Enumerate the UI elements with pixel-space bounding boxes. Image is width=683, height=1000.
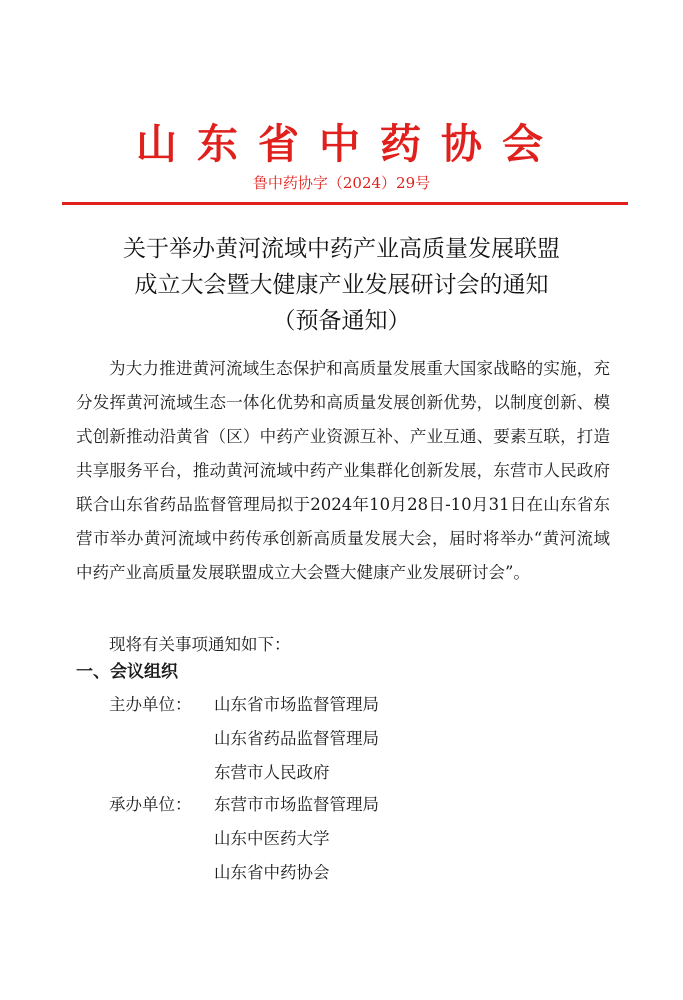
notice-intro: 现将有关事项通知如下：	[109, 635, 291, 654]
coorganizer-row	[109, 822, 379, 856]
title-line-2: 成立大会暨大健康产业发展研讨会的通知	[134, 272, 549, 298]
section-heading-meeting-organization: 一、会议组织	[76, 662, 178, 682]
coorganizer-row	[109, 856, 379, 890]
organizer-row	[109, 688, 379, 722]
coorganizer-item: 山东省中药协会	[214, 863, 330, 882]
organizer-row	[109, 756, 379, 790]
coorganizers-label: 承办单位：	[109, 795, 192, 814]
coorganizer-item: 东营市市场监督管理局	[214, 795, 379, 814]
coorganizer-row	[109, 788, 379, 822]
title-line-1: 关于举办黄河流域中药产业高质量发展联盟	[123, 236, 560, 262]
organizer-item: 山东省药品监督管理局	[214, 729, 379, 748]
organizer-row	[109, 722, 379, 756]
document-number: 鲁中药协字（2024）29号	[252, 174, 431, 192]
coorganizer-item: 山东中医药大学	[214, 829, 330, 848]
organizers-label: 主办单位：	[109, 695, 192, 714]
document-title	[0, 231, 683, 339]
organization-name: 山东省中药协会	[136, 120, 563, 168]
coorganizers-block	[109, 788, 379, 890]
title-line-3: （预备通知）	[272, 308, 411, 334]
header-divider	[62, 202, 628, 205]
body-paragraph: 为大力推进黄河流域生态保护和高质量发展重大国家战略的实施，充分发挥黄河流域生态一体化优势和高质量发展创新优势，以制度创新、模式创新推动沿黄省（区）中药产业资源互补、产业互通、要素互联，打造共享服务平台，推动黄河流域中药产业集群化创新发展，东营市人民政府联合山东省药品监督管理局拟于2024年10月28日-10月31日在山东省东营市举办黄河流域中药传承创新高质量发展大会，届时将举办“黄河流域中药产业高质量发展联盟成立大会暨大健康产业发展研讨会”。	[76, 359, 610, 582]
organizer-item: 山东省市场监督管理局	[214, 695, 379, 714]
organizers-block	[109, 688, 379, 790]
organizer-item: 东营市人民政府	[214, 763, 330, 782]
